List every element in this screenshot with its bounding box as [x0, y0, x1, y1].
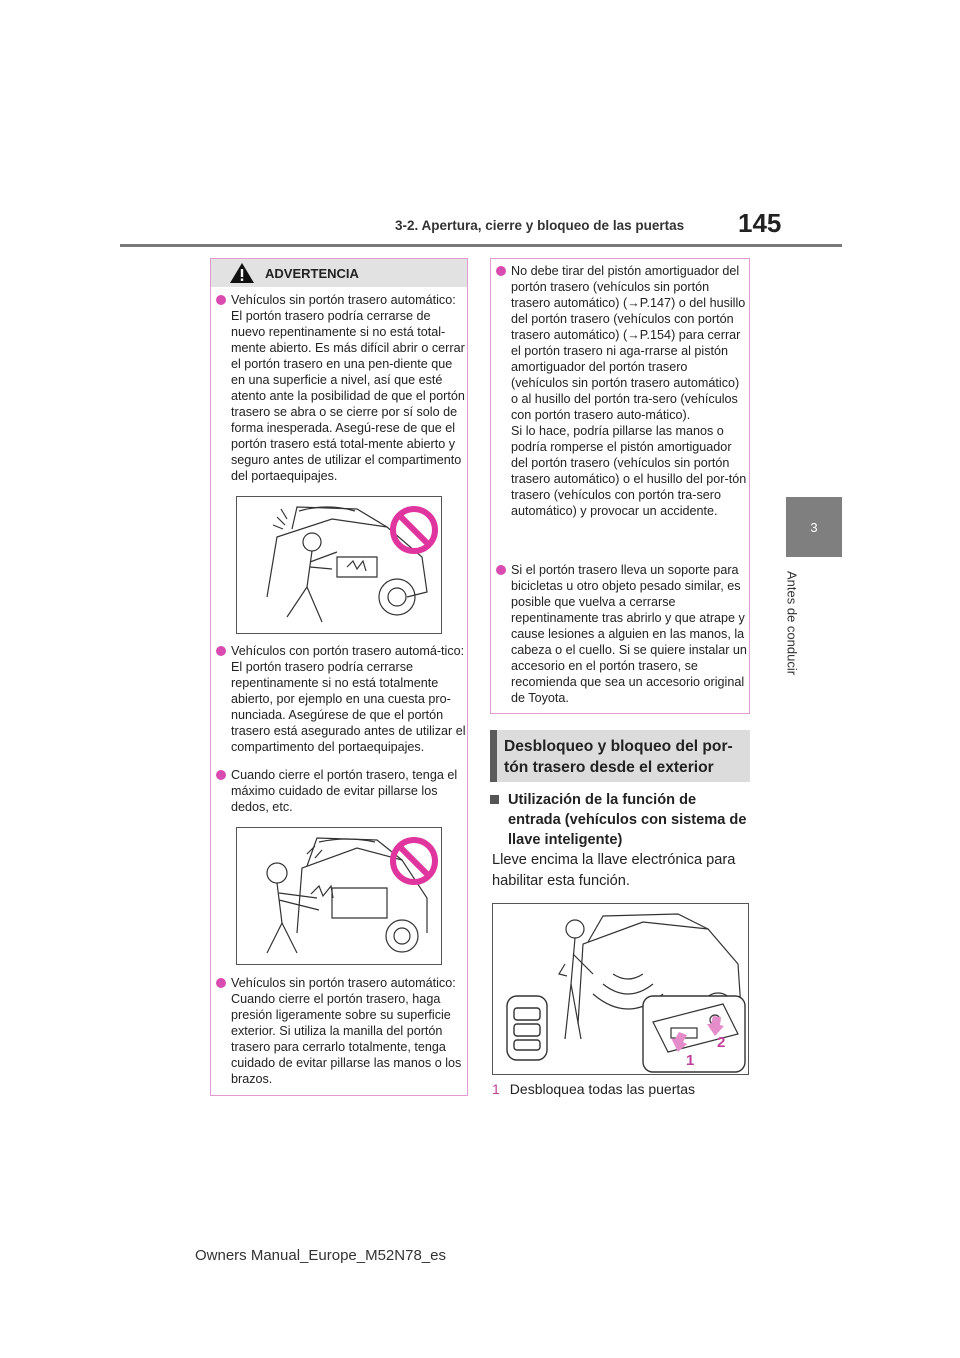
footer-manual-id: Owners Manual_Europe_M52N78_es — [195, 1247, 446, 1264]
bullet-icon — [216, 978, 226, 988]
warning-item-text: Cuando cierre el portón trasero, tenga el máximo cuidado de evitar pillarse los dedos, etc. — [231, 768, 458, 814]
figure-finger-pinch-warning — [236, 827, 442, 965]
caption-number: 1 — [492, 1081, 500, 1097]
warning-header — [211, 259, 467, 287]
figure-tailgate-closing-warning — [236, 496, 442, 634]
header-rule — [120, 244, 842, 247]
caption-text: Desbloquea todas las puertas — [509, 1081, 696, 1097]
smart-key-illustration — [493, 904, 748, 1074]
chapter-number: 3 — [810, 519, 818, 535]
warning-item-text: Vehículos con portón trasero automá-tico: El portón trasero podría cerrarse repentinamente si no está totalmente abierto, por ejemplo en una cuesta pro-nunciada. Asegúrese de que el portón trasero está asegurado antes de utilizar el compartimento del portaequipajes. — [231, 644, 466, 754]
section-heading — [490, 730, 750, 782]
warning-item — [496, 562, 748, 706]
warning-title: ADVERTENCIA — [265, 265, 359, 281]
section-heading-text: Desbloqueo y bloqueo del por- tón trasero desde el exterior — [504, 738, 733, 776]
warning-item — [216, 767, 466, 815]
bullet-icon — [216, 295, 226, 305]
body-paragraph: Lleve encima la llave electrónica para habilitar esta función. — [492, 852, 736, 889]
warning-item-text: Si el portón trasero lleva un soporte para bicicletas u otro objeto pesado similar, es posible que vuelva a cerrarse repentinamente tras abrirlo y que atrape y cause lesiones a alguien en las manos, la cabeza o el cuello. Si se quiere instalar un accesorio en el portón trasero, se recomienda que sea un accesorio original de Toyota. — [511, 563, 747, 705]
figure-smart-key-tailgate — [492, 903, 749, 1075]
figure-caption — [492, 1081, 695, 1097]
chapter-title — [772, 560, 812, 686]
warning-item-text: No debe tirar del pistón amortiguador del portón trasero (vehículos sin portón trasero automático) (→P.147) o del husillo del portón trasero (vehículos con portón trasero automático) (→P.154) para cerrar el portón trasero ni aga-rrarse al pistón amortiguador del portón trasero (vehículos sin portón trasero automático) o al husillo del portón tra-sero (vehículos con portón trasero auto-mático). Si lo hace, podría pillarse las manos o podría romperse el pistón amortiguador del portón trasero (vehículos sin portón trasero automático) o el husillo del por-tón trasero (vehículos con portón tra-sero automático) y provocar un accidente. — [511, 264, 747, 518]
section-heading-bar — [490, 730, 497, 782]
prohibited-icon — [389, 505, 439, 555]
warning-item — [496, 263, 748, 519]
warning-item — [216, 643, 466, 755]
chapter-tab — [786, 497, 842, 557]
bullet-icon — [216, 646, 226, 656]
warning-item — [216, 292, 466, 484]
subheading — [490, 790, 752, 850]
warning-triangle-icon — [229, 262, 255, 284]
callout-1: 1 — [686, 1052, 695, 1069]
header-section-title: 3-2. Apertura, cierre y bloqueo de las puertas — [395, 218, 685, 233]
prohibited-icon — [389, 836, 439, 886]
square-bullet-icon — [490, 795, 499, 804]
warning-item-text: Vehículos sin portón trasero automático: Cuando cierre el portón trasero, haga presión ligeramente sobre su superficie exterior. Si utiliza la manilla del portón trasero para cerrarlo totalmente, tenga cuidado de evitar pillarse las manos o los brazos. — [231, 976, 462, 1086]
chapter-title-text: Antes de conducir — [784, 570, 800, 676]
warning-item-text: Vehículos sin portón trasero automático: El portón trasero podría cerrarse de nuevo repentinamente si no está total-mente abierto. Es más difícil abrir o cerrar el portón trasero en una pen-diente que en una superficie a nivel, así que esté atento ante la posibilidad de que el portón trasero se abra o se cierre por sí solo de forma inesperada. Asegú-rese de que el portón trasero está total-mente abierto y seguro antes de utilizar el compartimento del portaequipajes. — [231, 293, 465, 483]
page-number: 145 — [738, 208, 782, 238]
subheading-text: Utilización de la función de entrada (vehículos con sistema de llave inteligente) — [508, 792, 747, 848]
warning-item — [216, 975, 466, 1087]
bullet-icon — [496, 266, 506, 276]
bullet-icon — [216, 770, 226, 780]
bullet-icon — [496, 565, 506, 575]
callout-2: 2 — [717, 1034, 726, 1051]
